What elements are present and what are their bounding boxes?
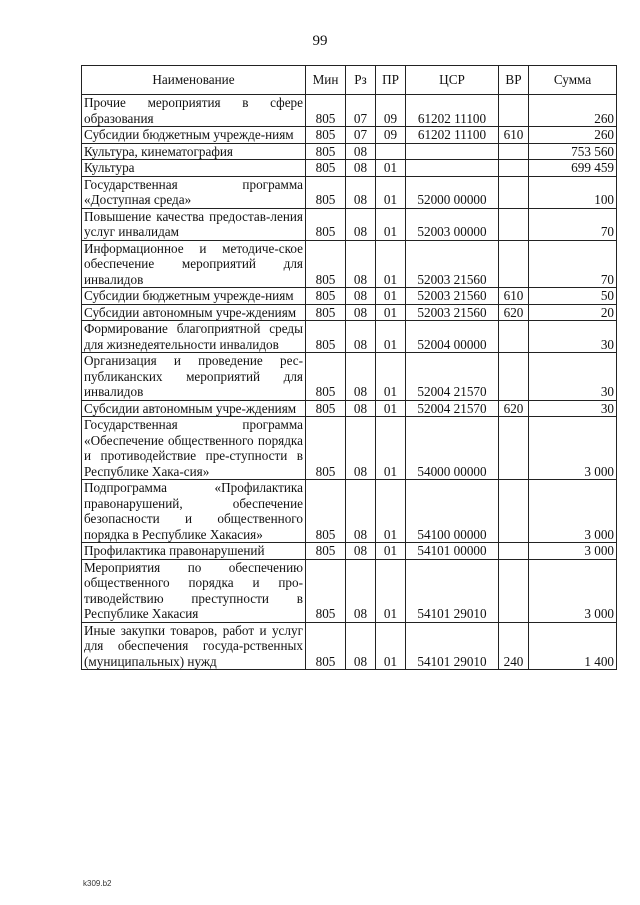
cell-name: Субсидии бюджетным учрежде-ниям (82, 127, 306, 144)
cell-vr (499, 559, 529, 622)
table-row (82, 304, 617, 321)
cell-name: Субсидии бюджетным учрежде-ниям (82, 288, 306, 305)
table-row (82, 240, 617, 288)
cell-rz: 08 (346, 622, 376, 670)
cell-sum: 30 (529, 321, 617, 353)
cell-csr: 52004 21570 (406, 400, 499, 417)
cell-min: 805 (306, 160, 346, 177)
table-row (82, 288, 617, 305)
cell-vr (499, 321, 529, 353)
cell-pr: 01 (376, 240, 406, 288)
cell-csr: 52004 21570 (406, 353, 499, 401)
cell-pr: 01 (376, 321, 406, 353)
table-row (82, 321, 617, 353)
cell-rz: 08 (346, 208, 376, 240)
table-row (82, 160, 617, 177)
cell-csr: 54000 00000 (406, 417, 499, 480)
table-row (82, 127, 617, 144)
cell-sum: 70 (529, 208, 617, 240)
table-header-row (82, 66, 617, 95)
cell-pr: 01 (376, 160, 406, 177)
table-row (82, 543, 617, 560)
cell-sum: 260 (529, 95, 617, 127)
cell-min: 805 (306, 321, 346, 353)
cell-rz: 08 (346, 143, 376, 160)
cell-pr (376, 143, 406, 160)
cell-rz: 08 (346, 304, 376, 321)
cell-rz: 07 (346, 95, 376, 127)
table-row (82, 400, 617, 417)
cell-vr (499, 417, 529, 480)
cell-name: Государственная программа «Доступная среда» (82, 176, 306, 208)
cell-sum: 30 (529, 400, 617, 417)
cell-name: Иные закупки товаров, работ и услуг для обеспечения госуда-рственных (муниципальных) нужд (82, 622, 306, 670)
cell-csr: 52003 21560 (406, 288, 499, 305)
cell-min: 805 (306, 240, 346, 288)
header-rz: Рз (346, 66, 376, 95)
cell-csr: 52003 21560 (406, 304, 499, 321)
cell-csr: 54100 00000 (406, 480, 499, 543)
cell-rz: 08 (346, 480, 376, 543)
cell-vr (499, 95, 529, 127)
cell-sum: 20 (529, 304, 617, 321)
cell-name: Государственная программа «Обеспечение общественного порядка и противодействие пре-ступности в Республике Хака-сия» (82, 417, 306, 480)
cell-sum: 1 400 (529, 622, 617, 670)
cell-name: Подпрограмма «Профилактика правонарушений, обеспечение безопасности и общественного порядка в Республике Хакасия» (82, 480, 306, 543)
header-csr: ЦСР (406, 66, 499, 95)
cell-pr: 01 (376, 622, 406, 670)
cell-csr: 52003 00000 (406, 208, 499, 240)
cell-sum: 100 (529, 176, 617, 208)
cell-rz: 08 (346, 288, 376, 305)
cell-min: 805 (306, 304, 346, 321)
cell-sum: 260 (529, 127, 617, 144)
cell-min: 805 (306, 543, 346, 560)
cell-vr (499, 543, 529, 560)
cell-vr (499, 240, 529, 288)
cell-csr: 54101 29010 (406, 559, 499, 622)
cell-name: Культура (82, 160, 306, 177)
cell-rz: 07 (346, 127, 376, 144)
cell-vr (499, 208, 529, 240)
cell-min: 805 (306, 353, 346, 401)
cell-vr: 610 (499, 288, 529, 305)
cell-vr (499, 353, 529, 401)
cell-csr (406, 143, 499, 160)
cell-rz: 08 (346, 400, 376, 417)
cell-pr: 01 (376, 176, 406, 208)
cell-rz: 08 (346, 559, 376, 622)
cell-name: Мероприятия по обеспечению общественного порядка и про-тиводействию преступности в Республике Хакасия (82, 559, 306, 622)
cell-csr: 54101 29010 (406, 622, 499, 670)
cell-min: 805 (306, 208, 346, 240)
header-sum: Сумма (529, 66, 617, 95)
table-row (82, 353, 617, 401)
cell-name: Повышение качества предостав-ления услуг инвалидам (82, 208, 306, 240)
cell-rz: 08 (346, 176, 376, 208)
cell-pr: 01 (376, 400, 406, 417)
cell-pr: 01 (376, 288, 406, 305)
cell-csr: 52004 00000 (406, 321, 499, 353)
cell-pr: 01 (376, 543, 406, 560)
cell-csr: 52003 21560 (406, 240, 499, 288)
cell-pr: 09 (376, 127, 406, 144)
cell-vr (499, 143, 529, 160)
table-row (82, 480, 617, 543)
cell-vr (499, 176, 529, 208)
cell-sum: 30 (529, 353, 617, 401)
cell-pr: 01 (376, 417, 406, 480)
cell-pr: 01 (376, 208, 406, 240)
cell-vr: 620 (499, 400, 529, 417)
cell-name: Профилактика правонарушений (82, 543, 306, 560)
cell-csr (406, 160, 499, 177)
cell-rz: 08 (346, 543, 376, 560)
cell-vr: 240 (499, 622, 529, 670)
cell-name: Организация и проведение рес-публиканских мероприятий для инвалидов (82, 353, 306, 401)
cell-name: Прочие мероприятия в сфере образования (82, 95, 306, 127)
cell-rz: 08 (346, 240, 376, 288)
cell-csr: 61202 11100 (406, 95, 499, 127)
cell-sum: 753 560 (529, 143, 617, 160)
cell-min: 805 (306, 95, 346, 127)
footer-code: k309.b2 (83, 879, 112, 888)
cell-vr: 620 (499, 304, 529, 321)
header-vr: ВР (499, 66, 529, 95)
cell-vr (499, 160, 529, 177)
cell-name: Формирование благоприятной среды для жизнедеятельности инвалидов (82, 321, 306, 353)
cell-csr: 61202 11100 (406, 127, 499, 144)
cell-min: 805 (306, 127, 346, 144)
table-row (82, 143, 617, 160)
header-name: Наименование (82, 66, 306, 95)
table-row (82, 559, 617, 622)
cell-min: 805 (306, 288, 346, 305)
cell-name: Субсидии автономным учре-ждениям (82, 304, 306, 321)
cell-min: 805 (306, 400, 346, 417)
cell-pr: 01 (376, 353, 406, 401)
cell-min: 805 (306, 143, 346, 160)
cell-min: 805 (306, 176, 346, 208)
cell-pr: 01 (376, 480, 406, 543)
cell-min: 805 (306, 417, 346, 480)
cell-pr: 01 (376, 304, 406, 321)
cell-pr: 01 (376, 559, 406, 622)
table-row (82, 208, 617, 240)
cell-vr: 610 (499, 127, 529, 144)
cell-name: Субсидии автономным учре-ждениям (82, 400, 306, 417)
budget-table (81, 65, 617, 670)
page-number: 99 (312, 33, 328, 49)
cell-vr (499, 480, 529, 543)
cell-min: 805 (306, 480, 346, 543)
cell-sum: 70 (529, 240, 617, 288)
cell-csr: 52000 00000 (406, 176, 499, 208)
cell-name: Культура, кинематография (82, 143, 306, 160)
header-min: Мин (306, 66, 346, 95)
cell-sum: 699 459 (529, 160, 617, 177)
header-pr: ПР (376, 66, 406, 95)
cell-rz: 08 (346, 160, 376, 177)
cell-sum: 3 000 (529, 480, 617, 543)
table-row (82, 622, 617, 670)
cell-sum: 3 000 (529, 417, 617, 480)
cell-csr: 54101 00000 (406, 543, 499, 560)
cell-sum: 50 (529, 288, 617, 305)
cell-rz: 08 (346, 321, 376, 353)
cell-name: Информационное и методиче-ское обеспечение мероприятий для инвалидов (82, 240, 306, 288)
cell-pr: 09 (376, 95, 406, 127)
cell-rz: 08 (346, 417, 376, 480)
cell-min: 805 (306, 622, 346, 670)
table-row (82, 95, 617, 127)
cell-sum: 3 000 (529, 543, 617, 560)
cell-min: 805 (306, 559, 346, 622)
table-row (82, 417, 617, 480)
table-row (82, 176, 617, 208)
cell-sum: 3 000 (529, 559, 617, 622)
cell-rz: 08 (346, 353, 376, 401)
